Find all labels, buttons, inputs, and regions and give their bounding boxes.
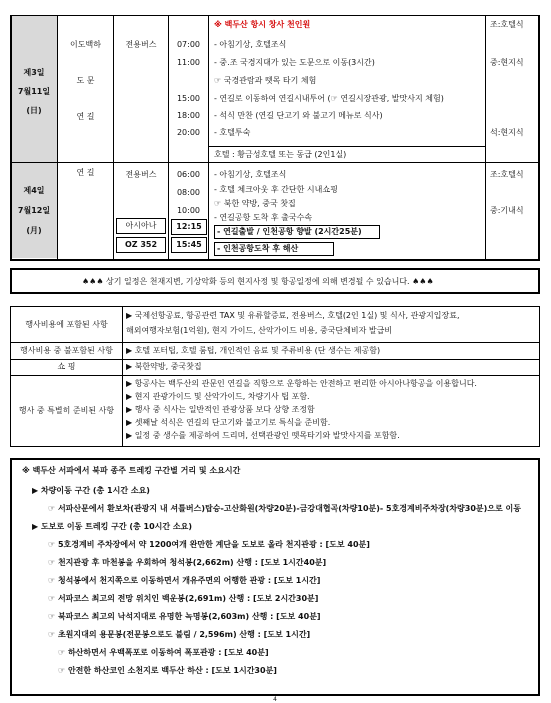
trek-box [10, 458, 540, 696]
day3-date: 7월11일 [17, 87, 51, 96]
day3-meal-lunch: 중:현지식 [490, 58, 524, 67]
trek-walk-line-7: ☞ 하산하면서 우백폭포로 이동하여 폭포관광 : [도보 40분] [58, 648, 269, 657]
day4-time-1: 06:00 [176, 170, 201, 179]
day3-time-4: 18:00 [176, 111, 201, 120]
day4-line-4: - 연길공항 도착 후 출국수속 [214, 213, 313, 222]
special-label: 행사 중 특별히 준비된 사항 [18, 406, 115, 415]
day3-line-2: - 중.조 국경지대가 있는 도문으로 이동(3시간) [214, 58, 375, 67]
day4-time-3: 10:00 [176, 206, 201, 215]
day4-transport: 전용버스 [125, 170, 157, 179]
page-number: 4 [273, 696, 277, 703]
trek-vehicle-line: ☞ 서파산문에서 환보차(관광지 내 셔틀버스)탑승-고산화원(차량20분)-금강대협곡(차량10분)- 5호경계비주차장(차량30분)으로 이동 [48, 504, 521, 513]
day3-meal-dinner: 석:현지식 [490, 128, 524, 137]
day4-weekday: (月) [26, 226, 42, 235]
day3-transport: 전용버스 [125, 40, 157, 49]
day3-weekday: (日) [26, 106, 42, 115]
day4-label: 제4일 [23, 186, 45, 195]
day4-flight-airline: 아시아나 [116, 218, 166, 234]
day3-line-3: ☞ 국경관람과 뗏목 타기 체험 [214, 76, 317, 85]
day3-hotel: 호텔 : 황금성호텔 또는 동급 (2인1실) [214, 150, 347, 159]
trek-walk-line-2: ☞ 천지관광 후 마천봉을 우회하여 청석봉(2,662m) 산행 : [도보 1시간40분] [48, 558, 327, 567]
day3-meal-breakfast: 조:호텔식 [490, 20, 524, 29]
day3-line-4: - 연길로 이동하여 연길시내투어 (☞ 연길시장관광, 발맛사지 체험) [214, 94, 444, 103]
day4-time-5: 15:45 [171, 237, 207, 253]
day4-line-2: - 호텔 체크아웃 후 간단한 시내쇼핑 [214, 185, 338, 194]
day3-time-5: 20:00 [176, 128, 201, 137]
day4-line-3: ☞ 북한 약방, 중국 찻집 [214, 199, 296, 208]
trek-walk-line-1: ☞ 5호경계비 주차장에서 약 1200여개 완만한 계단을 도보로 올라 천지관광 : [도보 40분] [48, 540, 370, 549]
day3-place-3: 연 길 [76, 112, 95, 121]
trek-walk-line-4: ☞ 서파코스 최고의 전망 위치인 백운봉(2,691m) 산행 : [도보 2시간30분] [48, 594, 319, 603]
special-line-3: ▶ 행사 중 식사는 일반적인 관광상품 보다 상향 조정함 [126, 405, 315, 414]
day4-line-1: - 아침기상, 호텔조식 [214, 170, 287, 179]
special-line-5: ▶ 일정 중 생수를 제공하여 드리며, 선택관광인 뗏목타기와 발맛사지를 포함함. [126, 431, 400, 440]
day3-time-2: 11:00 [176, 58, 201, 67]
trek-walk-line-8: ☞ 안전한 하산코인 소천지로 백두산 하산 : [도보 1시간30분] [58, 666, 277, 675]
day4-flight-number: OZ 352 [116, 237, 166, 253]
day4-line-5: - 연길출발 / 인천공항 향발 (2시간25분) [214, 225, 380, 239]
day3-line-1: - 아침기상, 호텔조식 [214, 40, 287, 49]
excluded-line: ▶ 호텔 포터팁, 호텔 룸팁, 개인적인 음료 및 주류비용 (단 생수는 제공함) [126, 346, 381, 355]
trek-vehicle-title: ▶ 차량이동 구간 (총 1시간 소요) [32, 486, 150, 495]
day3-time-3: 15:00 [176, 94, 201, 103]
day4-place-1: 연 길 [76, 168, 95, 177]
day4-meal-lunch: 중:기내식 [490, 206, 524, 215]
trek-walk-line-3: ☞ 청석봉에서 천지쪽으로 이동하면서 개유주면의 어행한 관광 : [도보 1시간] [48, 576, 321, 585]
included-line-1: ▶ 국제선항공료, 항공관련 TAX 및 유류할증료, 전용버스, 호텔(2인 1실) 및 식사, 관광지입장료, [126, 311, 460, 320]
trek-walk-title: ▶ 도보로 이동 트레킹 구간 (총 10시간 소요) [32, 522, 193, 531]
included-label: 행사비용에 포함된 사항 [25, 320, 108, 329]
day4-meal-breakfast: 조:호텔식 [490, 170, 524, 179]
day3-place-1: 이도백하 [70, 40, 101, 49]
trek-walk-line-6: ☞ 초원지대의 용문봉(전문봉으로도 불림 / 2,596m) 산행 : [도보 1시간] [48, 630, 311, 639]
included-line-2: 해외여행자보험(1억원), 현지 가이드, 산악가이드 비용, 중국단체비자 발급비 [126, 326, 393, 335]
excluded-label: 행사비용 중 불포함된 사항 [20, 346, 113, 355]
day4-time-4: 12:15 [171, 219, 207, 235]
day4-date: 7월12일 [17, 206, 51, 215]
shopping-line: ▶ 북한약방, 중국찻집 [126, 362, 202, 371]
day3-line-5: - 석식 만찬 (연길 단고기 와 불고기 메뉴로 식사) [214, 111, 383, 120]
special-line-1: ▶ 항공사는 백두산의 관문인 연길을 직항으로 운항하는 안전하고 편리한 아시아나항공을 이용합니다. [126, 379, 477, 388]
day4-time-2: 08:00 [176, 188, 201, 197]
day3-heading: ※ 백두산 항시 창사 천인원 [214, 20, 311, 29]
notice-text: ♠♠♠ 상기 일정은 천재지변, 기상악화 등의 현지사정 및 항공일정에 의해 변경될 수 있습니다. ♠♠♠ [82, 277, 434, 286]
special-line-4: ▶ 셋째날 석식은 연길의 단고기와 불고기로 특식을 준비함. [126, 418, 331, 427]
day3-time-1: 07:00 [176, 40, 201, 49]
special-line-2: ▶ 현지 관광가이드 및 산악가이드, 차량기사 팁 포함. [126, 392, 310, 401]
day3-label: 제3일 [23, 68, 45, 77]
day4-line-6: - 인천공항도착 후 해산 [214, 242, 334, 256]
day3-place-2: 도 문 [76, 76, 95, 85]
day3-line-6: - 호텔투숙 [214, 128, 251, 137]
notice-box [10, 268, 540, 294]
trek-heading: ※ 백두산 서파에서 북파 종주 트레킹 구간별 거리 및 소요시간 [22, 466, 241, 475]
trek-walk-line-5: ☞ 북파코스 최고의 낙석지대로 유명한 녹명봉(2,603m) 산행 : [도보 40분] [48, 612, 321, 621]
shopping-label: 쇼 핑 [57, 362, 76, 371]
